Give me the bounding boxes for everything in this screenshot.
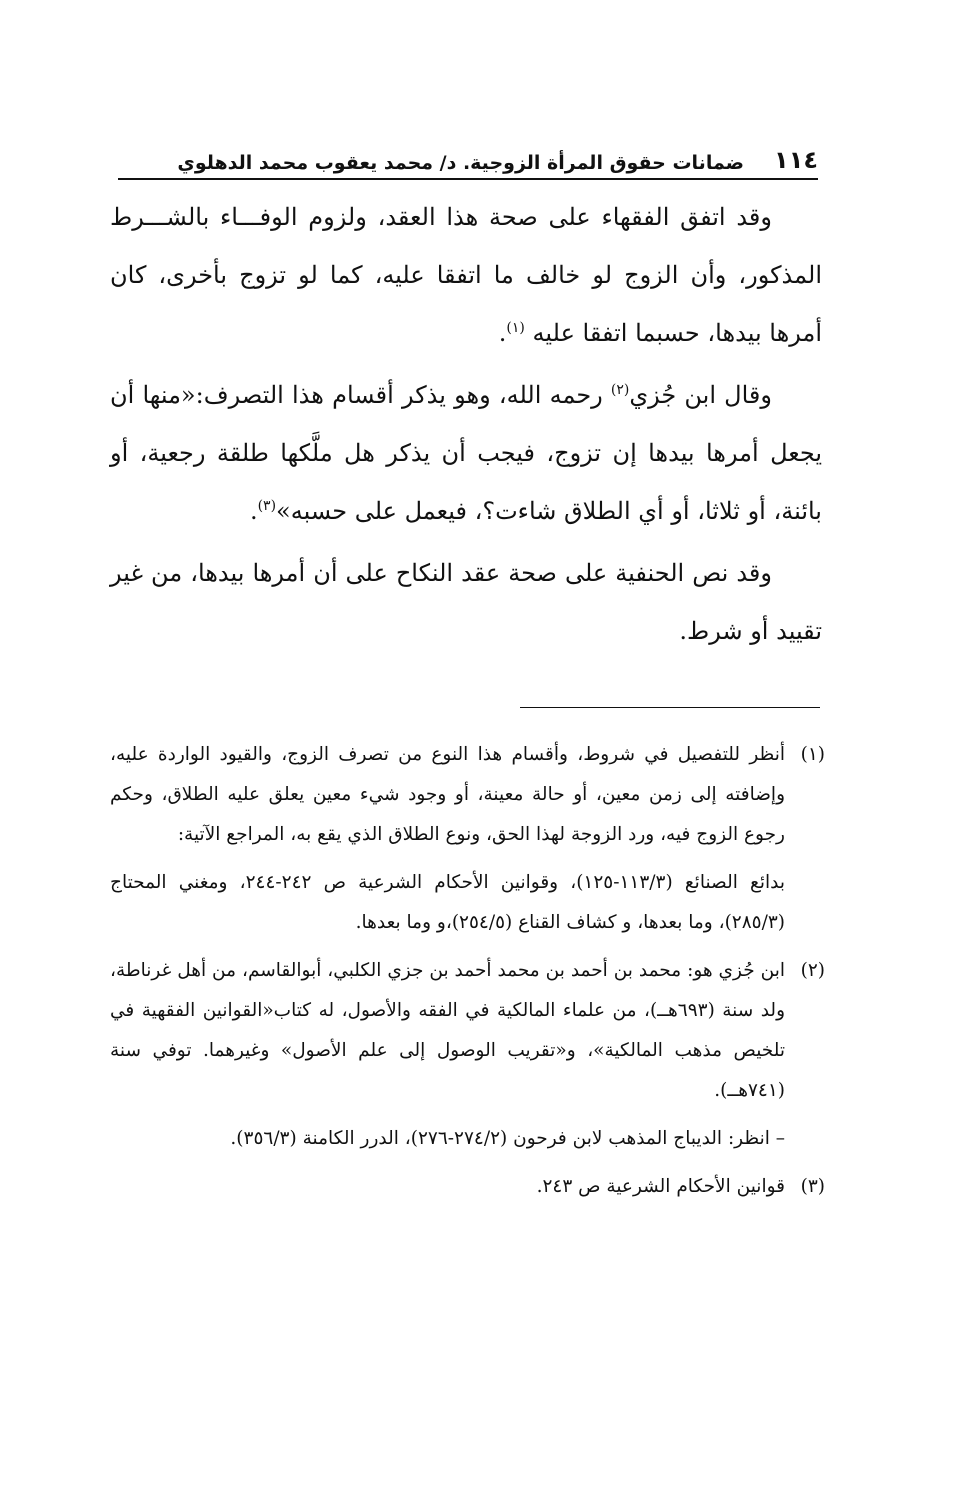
footnote-separator	[520, 707, 820, 708]
paragraph-2	[110, 366, 822, 540]
footnote-2	[110, 951, 825, 1111]
footnote-3-text: قوانين الأحكام الشرعية ص ٢٤٣.	[536, 1176, 785, 1197]
paragraph-2-end: .	[249, 497, 258, 525]
page-header	[118, 140, 818, 180]
paragraph-1	[110, 188, 822, 362]
paragraph-2-quote: رحمه الله، وهو يذكر أقسام هذا التصرف:«منها أن يجعل أمرها بيدها إن تزوج، فيجب أن يذكر هل ملَّكها طلقة رجعية، أو بائنة، أو ثلاثا، أو أي الطلاق شاءت؟، فيعمل على حسبه»	[110, 381, 822, 525]
paragraph-1-text: وقد اتفق الفقهاء على صحة هذا العقد، ولزوم الوفـــاء بالشـــرط المذكور، وأن الزوج لو خالف ما اتفقا عليه، كما لو تزوج بأخرى، كان أمرها بيدها، حسبما اتفقا عليه	[110, 203, 822, 347]
footnote-2-references: – انظر: الديباج المذهب لابن فرحون (٢٧٤/٢-٢٧٦)، الدرر الكامنة (٣٥٦/٣).	[230, 1128, 785, 1149]
page-number: ١١٤	[774, 146, 818, 174]
footnote-1-references: بدائع الصنائع (١١٣/٣-١٢٥)، وقوانين الأحكام الشرعية ص ٢٤٢-٢٤٤، ومغني المحتاج (٢٨٥/٣)، وما بعدها، و كشاف القناع (٢٥٤/٥)،و وما بعدها.	[110, 872, 785, 933]
footnote-ref-3: (٣)	[257, 498, 277, 514]
paragraph-3: وقد نص الحنفية على صحة عقد النكاح على أن أمرها بيدها، من غير تقييد أو شرط.	[110, 559, 822, 645]
footnote-1-text: أنظر للتفصيل في شروط، وأقسام هذا النوع من تصرف الزوج، والقيود الواردة عليه، وإضافته إلى زمن معين، أو حالة معينة، أو وجود شيء معين يعلق عليه الطلاق، وحكم رجوع الزوج فيه، ورد الزوجة لهذا الحق، ونوع الطلاق الذي يقع به، المراجع الآتية:	[110, 744, 785, 845]
footnote-ref-2: (٢)	[610, 382, 630, 398]
main-text	[110, 188, 822, 664]
paragraph-2-start: وقال ابن جُزي	[629, 381, 772, 409]
footnotes	[110, 735, 825, 1215]
footnote-1	[110, 735, 825, 855]
footnote-2-mark: (٢)	[800, 960, 825, 981]
footnote-3	[110, 1167, 825, 1207]
footnote-2-text: ابن جُزي هو: محمد بن أحمد بن محمد أحمد بن جزي الكلبي، أبوالقاسم، من أهل غرناطة، ولد سنة (٦٩٣هــ)، من علماء المالكية في الفقه والأصول، له كتاب«القوانين الفقهية في تلخيص مذهب المالكية»، و«تقريب الوصول إلى علم الأصول» وغيرهما. توفي سنة (٧٤١هــ).	[110, 960, 785, 1101]
footnote-3-mark: (٣)	[800, 1176, 825, 1197]
footnote-ref-1: (١)	[506, 320, 525, 336]
running-title: ضمانات حقوق المرأة الزوجية. د/ محمد يعقوب محمد الدهلوي	[177, 152, 745, 174]
paragraph-1-end: .	[498, 319, 507, 347]
footnote-1-mark: (١)	[800, 744, 825, 765]
